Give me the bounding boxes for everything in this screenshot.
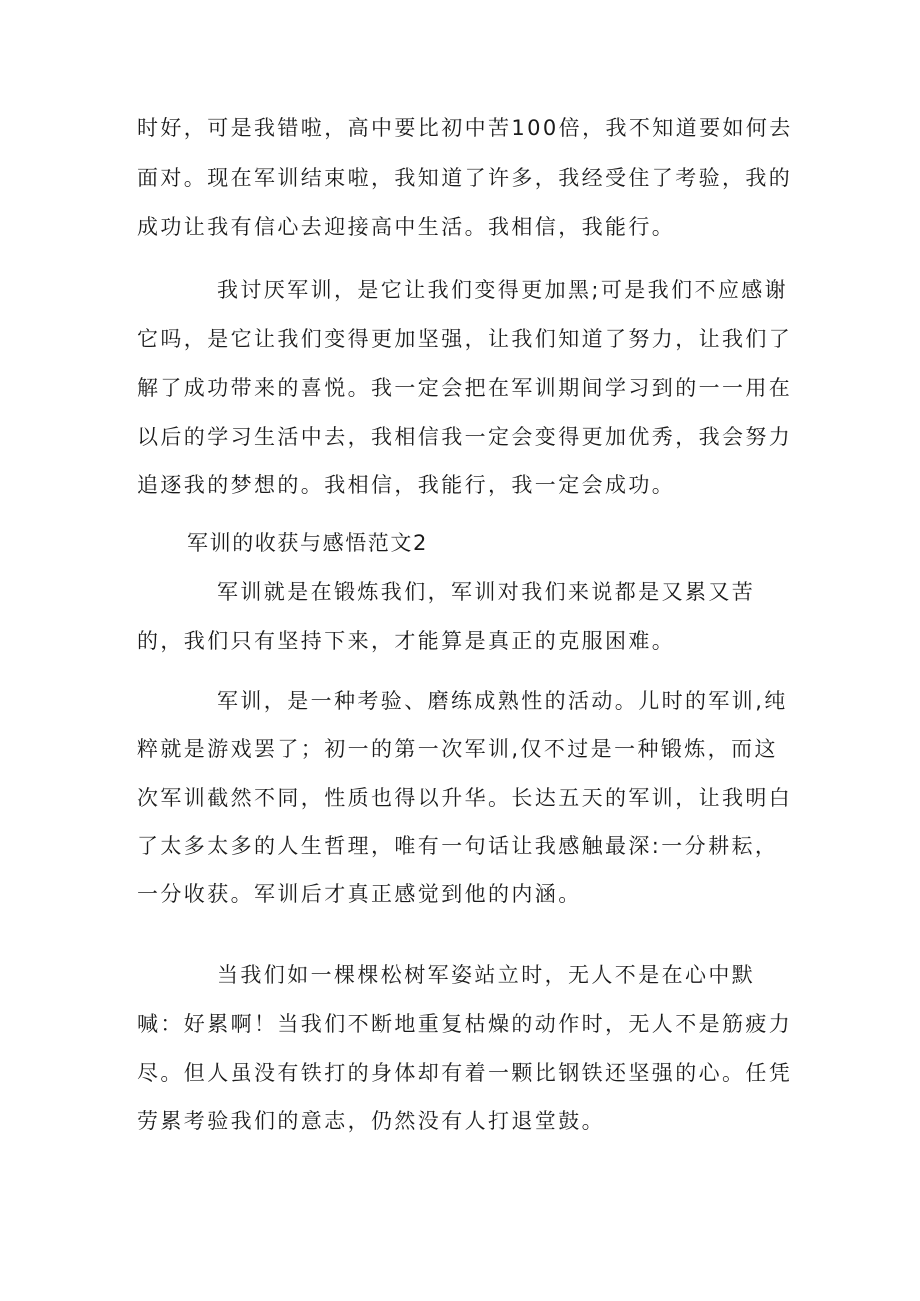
paragraph-1-line-3: 成功让我有信心去迎接高中生活。我相信，我能行。 [137,215,676,239]
paragraph-5-line-4: 劳累考验我们的意志，仍然没有人打退堂鼓。 [137,1109,605,1133]
paragraph-3-line-2: 的，我们只有坚持下来，才能算是真正的克服困难。 [137,629,676,653]
paragraph-4-line-2: 粹就是游戏罢了；初一的第一次军训,仅不过是一种锻炼，而这 [137,737,778,761]
paragraph-2-line-4: 以后的学习生活中去，我相信我一定会变得更加优秀，我会努力 [137,425,793,449]
paragraph-4-line-4: 了太多太多的人生哲理，唯有一句话让我感触最深:一分耕耘， [137,834,779,858]
paragraph-5-line-3: 尽。但人虽没有铁打的身体却有着一颗比钢铁还坚强的心。任凭 [137,1061,793,1085]
paragraph-5-line-1: 当我们如一棵棵松树军姿站立时，无人不是在心中默 [217,963,756,987]
section-heading: 军训的收获与感悟范文2 [187,531,428,555]
paragraph-5-line-2: 喊：好累啊！当我们不断地重复枯燥的动作时，无人不是筋疲力 [137,1012,793,1036]
paragraph-4-line-1: 军训，是一种考验、磨练成熟性的活动。儿时的军训,纯 [217,689,788,713]
paragraph-2-line-3: 解了成功带来的喜悦。我一定会把在军训期间学习到的一一用在 [137,376,793,400]
paragraph-2-line-5: 追逐我的梦想的。我相信，我能行，我一定会成功。 [137,473,676,497]
paragraph-2-line-1: 我讨厌军训，是它让我们变得更加黑;可是我们不应感谢 [217,278,789,302]
paragraph-1-line-2: 面对。现在军训结束啦，我知道了许多，我经受住了考验，我的 [137,166,793,190]
paragraph-4-line-5: 一分收获。军训后才真正感觉到他的内涵。 [137,882,582,906]
paragraph-4-line-3: 次军训截然不同，性质也得以升华。长达五天的军训，让我明白 [137,786,793,810]
paragraph-2-line-2: 它吗，是它让我们变得更加坚强，让我们知道了努力，让我们了 [137,327,793,351]
paragraph-3-line-1: 军训就是在锻炼我们，军训对我们来说都是又累又苦 [217,580,756,604]
paragraph-1-line-1: 时好，可是我错啦，高中要比初中苦100倍，我不知道要如何去 [137,116,793,140]
